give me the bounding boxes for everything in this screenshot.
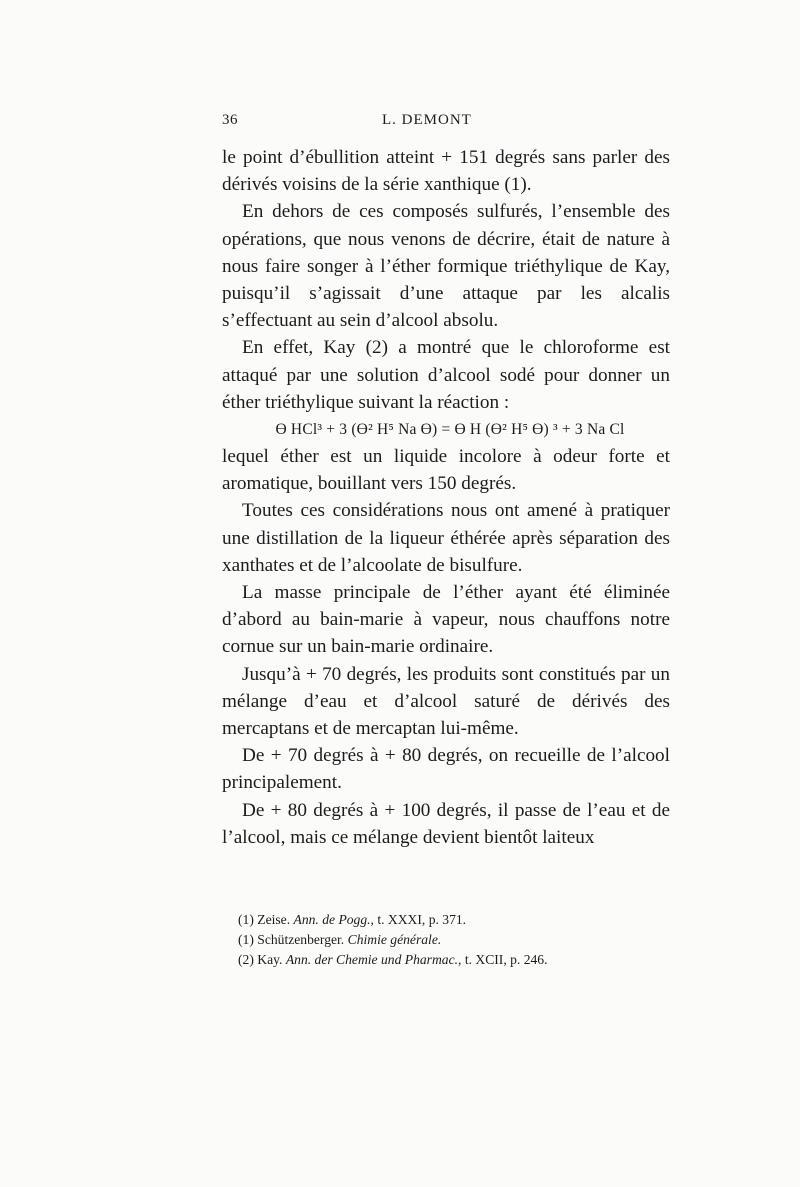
footnote-reference: , t. XXXI, p. 371. xyxy=(370,912,467,927)
paragraph: En effet, Kay (2) a montré que le chloroforme est attaqué par une solution d’alcool sodé pour donner un éther triéthylique suivant la réaction : xyxy=(222,337,670,413)
running-header xyxy=(222,112,668,134)
footnote-source: Ann. de Pogg. xyxy=(293,912,371,927)
paragraph: De + 70 degrés à + 80 degrés, on recueille de l’alcool principalement. xyxy=(222,745,670,794)
footnote-author: Kay. xyxy=(257,952,283,967)
paragraph: De + 80 degrés à + 100 degrés, il passe de l’eau et de l’alcool, mais ce mélange devient bientôt laiteux xyxy=(222,799,670,848)
footnotes xyxy=(238,910,678,970)
footnote xyxy=(238,930,678,950)
footnote-marker: (2) xyxy=(238,952,254,967)
footnote-marker: (1) xyxy=(238,912,254,927)
footnote xyxy=(238,910,678,930)
paragraph: En dehors de ces composés sulfurés, l’ensemble des opérations, que nous venons de décrire, était de nature à nous faire songer à l’éther formique triéthylique de Kay, puisqu’il s’agissait d’une attaque par les alcalis s’effectuant au sein d’alcool absolu. xyxy=(222,201,670,332)
footnote-reference: , t. XCII, p. 246. xyxy=(458,952,548,967)
chemical-equation: Ɵ HCl³ + 3 (Ɵ² H⁵ Na Ɵ) = Ɵ H (Ɵ² H⁵ Ɵ) ³ + 3 Na Cl xyxy=(275,421,625,439)
paragraph: le point d’ébullition atteint + 151 degrés sans parler des dérivés voisins de la série xanthique (1). xyxy=(222,147,670,196)
footnote-source: Ann. der Chemie und Pharmac. xyxy=(285,952,459,967)
running-head-author: L. DEMONT xyxy=(382,112,472,128)
footnote xyxy=(238,950,678,970)
footnote-source: Chimie générale. xyxy=(347,932,442,947)
footnote-author: Schützenberger. xyxy=(257,932,345,947)
page-number: 36 xyxy=(222,112,238,128)
body-text xyxy=(222,144,670,851)
paragraph: Toutes ces considérations nous ont amené à pratiquer une distillation de la liqueur éthérée après séparation des xanthates et de l’alcoolate de bisulfure. xyxy=(222,500,670,576)
paragraph: lequel éther est un liquide incolore à odeur forte et aromatique, bouillant vers 150 degrés. xyxy=(222,446,670,495)
paragraph: La masse principale de l’éther ayant été éliminée d’abord au bain-marie à vapeur, nous chauffons notre cornue sur un bain-marie ordinaire. xyxy=(222,582,670,658)
footnote-author: Zeise. xyxy=(257,912,291,927)
footnote-marker: (1) xyxy=(238,932,254,947)
paragraph: Jusqu’à + 70 degrés, les produits sont constitués par un mélange d’eau et d’alcool saturé de dérivés des mercaptans et de mercaptan lui-même. xyxy=(222,663,670,740)
